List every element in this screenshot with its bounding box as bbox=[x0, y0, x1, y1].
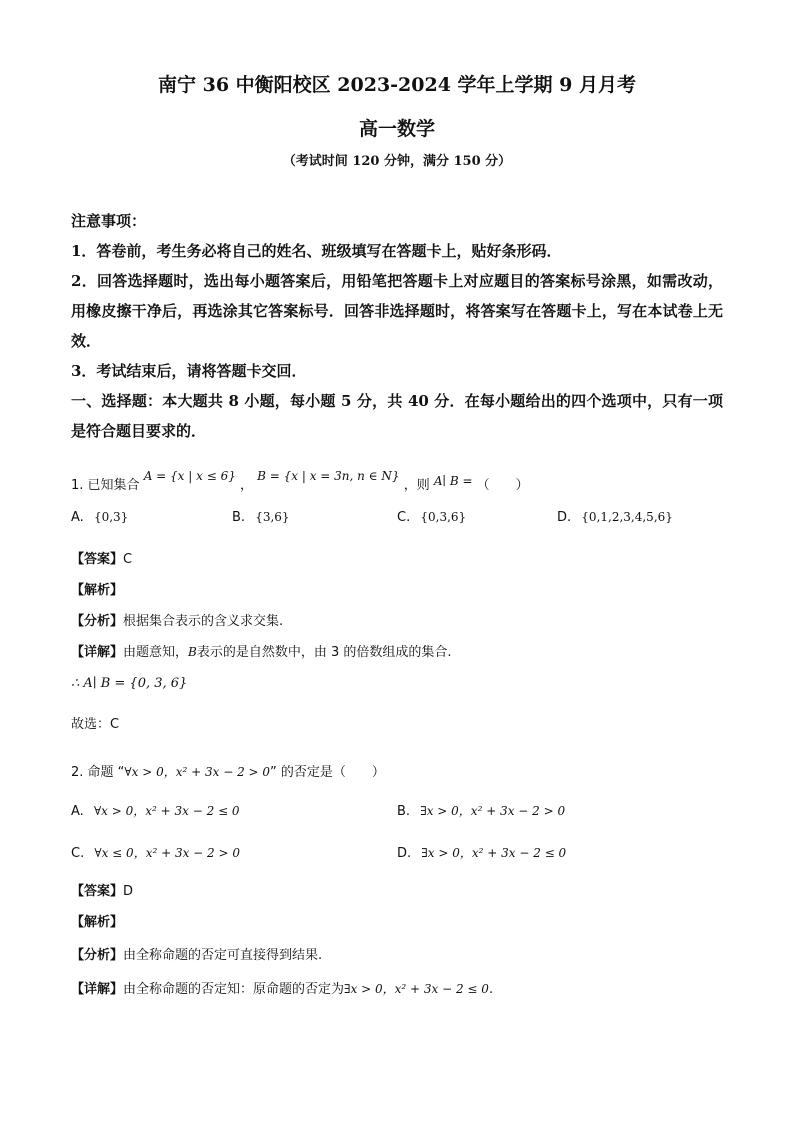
q1-option-b bbox=[232, 510, 290, 525]
option-value: {3,6} bbox=[255, 510, 290, 524]
fenxi-text: 根据集合表示的含义求交集. bbox=[123, 614, 284, 629]
q1-analysis-tag: 【解析】 bbox=[71, 583, 124, 598]
q1-paren: （ ） bbox=[476, 478, 529, 493]
option-value: ∃x > 0，x² + 3x − 2 ≤ 0 bbox=[421, 846, 567, 860]
q1-stem bbox=[71, 469, 529, 493]
section-heading: 一、选择题：本大题共 8 小题，每小题 5 分，共 40 分．在每小题给出的四个选项中，只有一项是符合题目要求的． bbox=[71, 392, 723, 440]
q2-stem-math: ∀x > 0，x² + 3x − 2 > 0 bbox=[124, 765, 271, 779]
q1-therefore: ∴ A∣ B = {0, 3, 6} bbox=[71, 676, 188, 691]
fenxi-tag: 【分析】 bbox=[71, 614, 124, 629]
detail-text-2: 表示的是自然数中，由 3 的倍数组成的集合. bbox=[196, 645, 452, 660]
q2-stem bbox=[71, 761, 385, 780]
q2-answer bbox=[71, 880, 133, 899]
detail-end: . bbox=[488, 982, 494, 997]
detail-tag: 【详解】 bbox=[71, 982, 124, 997]
q2-option-c bbox=[71, 844, 240, 861]
q2-stem-b: ” 的否定是（ ） bbox=[270, 765, 385, 780]
option-value: {0,3,6} bbox=[420, 510, 467, 524]
q2-option-a bbox=[71, 802, 240, 819]
q1-fenxi bbox=[71, 610, 283, 629]
subject-title: 高一数学 bbox=[358, 118, 435, 140]
note-item-3: 3．考试结束后，请将答题卡交回． bbox=[71, 362, 307, 380]
q2-stem-a: 2. 命题 “ bbox=[71, 765, 125, 780]
exam-title: 南宁 36 中衡阳校区 2023-2024 学年上学期 9 月月考 bbox=[158, 74, 636, 96]
q2-detail bbox=[71, 978, 493, 997]
fenxi-tag: 【分析】 bbox=[71, 948, 124, 963]
q1-set-b: B = {x | x = 3n, n ∈ N} bbox=[257, 469, 400, 483]
q2-option-b bbox=[397, 802, 565, 819]
option-label: A. bbox=[71, 804, 84, 819]
option-label: D. bbox=[557, 510, 572, 525]
exam-timing: （考试时间 120 分钟，满分 150 分） bbox=[282, 154, 512, 169]
answer-tag: 【答案】 bbox=[71, 552, 124, 567]
detail-math: ∃x > 0，x² + 3x − 2 ≤ 0 bbox=[344, 982, 489, 996]
answer-tag: 【答案】 bbox=[71, 884, 124, 899]
option-label: B. bbox=[397, 804, 411, 819]
option-value: ∃x > 0，x² + 3x − 2 > 0 bbox=[420, 804, 566, 818]
q1-detail bbox=[71, 641, 452, 660]
option-value: {0,1,2,3,4,5,6} bbox=[581, 510, 673, 524]
option-label: C. bbox=[71, 846, 85, 861]
q1-option-c bbox=[397, 510, 466, 525]
option-label: C. bbox=[397, 510, 411, 525]
q1-ask: ，则 bbox=[403, 478, 430, 493]
q1-option-d bbox=[557, 510, 673, 525]
detail-text: 由题意知， bbox=[123, 645, 189, 660]
answer-value: C bbox=[123, 552, 133, 567]
q1-separator: ， bbox=[239, 478, 253, 493]
q1-answer bbox=[71, 548, 132, 567]
q1-choose: 故选：C bbox=[71, 717, 120, 732]
notes-heading: 注意事项： bbox=[71, 212, 147, 230]
detail-text: 由全称命题的否定知：原命题的否定为 bbox=[123, 982, 345, 997]
q1-set-a: A = {x | x ≤ 6} bbox=[143, 469, 236, 483]
option-value: {0,3} bbox=[93, 510, 129, 524]
answer-value: D bbox=[123, 884, 134, 899]
detail-tag: 【详解】 bbox=[71, 645, 124, 660]
option-label: B. bbox=[232, 510, 246, 525]
q1-expr: A∣ B = bbox=[433, 474, 473, 488]
option-label: A. bbox=[71, 510, 84, 525]
fenxi-text: 由全称命题的否定可直接得到结果. bbox=[123, 948, 323, 963]
option-value: ∀x ≤ 0，x² + 3x − 2 > 0 bbox=[94, 846, 240, 860]
note-item-1: 1．答卷前，考生务必将自己的姓名、班级填写在答题卡上，贴好条形码． bbox=[71, 242, 562, 260]
q2-option-d bbox=[397, 844, 566, 861]
q2-analysis-tag: 【解析】 bbox=[71, 915, 124, 930]
q1-option-a bbox=[71, 510, 128, 525]
detail-var: B bbox=[188, 645, 197, 659]
q2-fenxi bbox=[71, 944, 322, 963]
option-label: D. bbox=[397, 846, 412, 861]
option-value: ∀x > 0，x² + 3x − 2 ≤ 0 bbox=[93, 804, 240, 818]
note-item-2: 2．回答选择题时，选出每小题答案后，用铅笔把答题卡上对应题目的答案标号涂黑，如需改动，用橡皮擦干净后，再选涂其它答案标号．回答非选择题时，将答案写在答题卡上，写在本试卷上无效． bbox=[71, 272, 723, 350]
notes-block bbox=[71, 206, 723, 446]
q1-prefix: 1. 已知集合 bbox=[71, 478, 140, 493]
